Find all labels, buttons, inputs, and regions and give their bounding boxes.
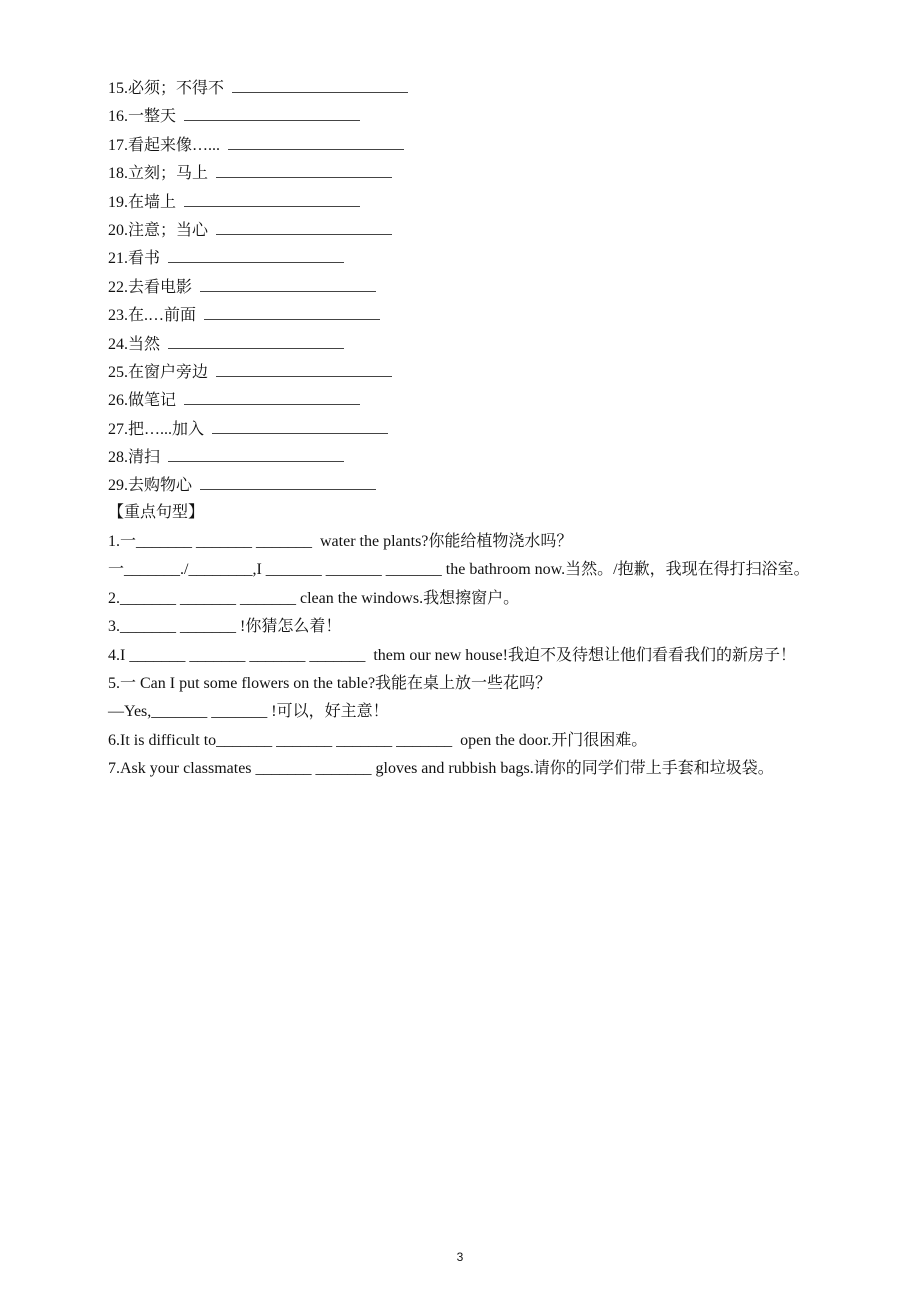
answer-blank[interactable]	[168, 244, 344, 263]
vocab-item	[108, 102, 408, 130]
vocabulary-list	[108, 74, 408, 500]
answer-blank[interactable]	[216, 159, 392, 178]
vocab-item	[108, 415, 408, 443]
sentence-item: —Yes,_______ _______ !可以，好主意！	[108, 703, 389, 721]
vocab-item	[108, 273, 408, 301]
vocab-item	[108, 216, 408, 244]
answer-blank[interactable]	[228, 131, 404, 150]
vocab-prompt: 25.在窗户旁边	[108, 363, 209, 381]
vocab-prompt: 20.注意；当心	[108, 221, 209, 239]
sentence-item: 2._______ _______ _______ clean the windows.我想擦窗户。	[108, 589, 520, 607]
vocab-item	[108, 301, 408, 329]
sentence-item: 4.I _______ _______ _______ _______ them our new house!我迫不及待想让他们看看我们的新房子！	[108, 646, 796, 664]
answer-blank[interactable]	[216, 358, 392, 377]
vocab-item	[108, 358, 408, 386]
sentence-item: 5.一 Can I put some flowers on the table?我能在桌上放一些花吗？	[108, 675, 552, 693]
sentence-item: 3._______ _______ !你猜怎么着！	[108, 618, 342, 636]
answer-blank[interactable]	[168, 330, 344, 349]
vocab-item	[108, 330, 408, 358]
vocab-prompt: 17.看起来像…...	[108, 136, 221, 154]
page-number: 3	[456, 1250, 464, 1264]
answer-blank[interactable]	[184, 188, 360, 207]
answer-blank[interactable]	[212, 415, 388, 434]
vocab-item	[108, 159, 408, 187]
vocab-item	[108, 443, 408, 471]
vocab-item	[108, 244, 408, 272]
answer-blank[interactable]	[184, 102, 360, 121]
answer-blank[interactable]	[168, 443, 344, 462]
vocab-prompt: 19.在墙上	[108, 193, 177, 211]
key-sentences	[70, 528, 856, 784]
answer-blank[interactable]	[200, 471, 376, 490]
answer-blank[interactable]	[184, 386, 360, 405]
section-title: 【重点句型】	[108, 504, 205, 521]
vocab-prompt: 23.在.…前面	[108, 307, 197, 325]
vocab-prompt: 24.当然	[108, 335, 161, 353]
sentence-item: 一_______./________,I _______ _______ _______ the bathroom now.当然。/抱歉，我现在得打扫浴室。	[108, 561, 810, 579]
vocab-prompt: 21.看书	[108, 250, 161, 268]
answer-blank[interactable]	[232, 74, 408, 93]
vocab-prompt: 27.把…...加入	[108, 420, 205, 438]
answer-blank[interactable]	[200, 273, 376, 292]
sentence-item: 7.Ask your classmates _______ _______ gloves and rubbish bags.请你的同学们带上手套和垃圾袋。	[108, 760, 774, 778]
vocab-item	[108, 131, 408, 159]
vocab-prompt: 29.去购物心	[108, 477, 193, 495]
vocab-item	[108, 471, 408, 499]
answer-blank[interactable]	[216, 216, 392, 235]
vocab-item	[108, 386, 408, 414]
vocab-prompt: 18.立刻；马上	[108, 165, 209, 183]
sentence-item: 1.一_______ _______ _______ water the plants?你能给植物浇水吗？	[108, 533, 573, 550]
vocab-prompt: 28.清扫	[108, 449, 161, 467]
vocab-item	[108, 74, 408, 102]
answer-blank[interactable]	[204, 301, 380, 320]
vocab-prompt: 15.必须；不得不	[108, 80, 225, 97]
vocab-prompt: 22.去看电影	[108, 278, 193, 296]
vocab-prompt: 16.一整天	[108, 108, 177, 126]
vocab-item	[108, 188, 408, 216]
sentence-item: 6.It is difficult to_______ _______ _______ _______ open the door.开门很困难。	[108, 731, 648, 749]
vocab-prompt: 26.做笔记	[108, 392, 177, 410]
